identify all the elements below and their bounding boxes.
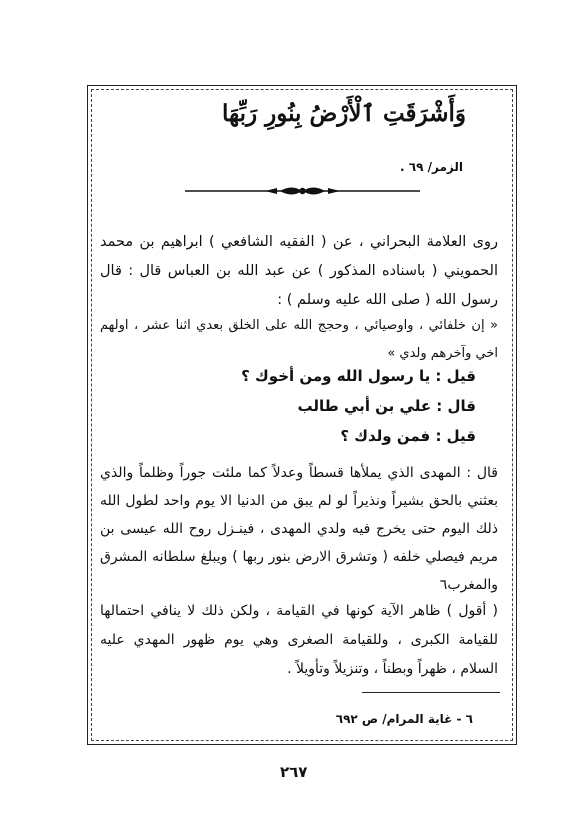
- footnote-separator: [362, 692, 500, 693]
- decorative-divider: [185, 182, 420, 200]
- paragraph-narration: روى العلامة البحراني ، عن ( الفقيه الشافعي ) ابراهيم بن محمد الحمويني ( باسناده المذكور ) عن عبد الله بن العباس قال : قال رسول الله ( صلى الله عليه وسلم ) :: [100, 234, 498, 308]
- dialogue-line-question-1: قيل : يا رسول الله ومن أخوك ؟: [241, 367, 476, 385]
- footnote: ٦ - غاية المرام/ ص ٦٩٢: [335, 712, 473, 726]
- paragraph-answer-mahdi: قال : المهدى الذي يملأها قسطاً وعدلاً كما ملئت جوراً وظلماً والذي بعثني بالحق بشيراً ونذيراً لو لم يبق من الدنيا الا يوم واحد لطول الله ذلك اليوم حتى يخرج فيه ولدي المهدى ، فينـزل روح الله عيسى بن مريم فيصلي خلفه ( وتشرق الارض بنور ربها ) ويبلغ سلطانه المشرق والمغرب٦: [100, 465, 498, 593]
- quran-verse-heading: وَأَشْرَقَتِ ٱلْأَرْضُ بِنُورِ رَبِّهَا: [221, 100, 466, 127]
- verse-reference: الزمر/ ٦٩ .: [400, 160, 463, 174]
- paragraph-hadith-quote: « إن خلفائي ، واوصيائي ، وحجج الله على الخلق بعدي اثنا عشر ، اولهم اخي وآخرهم ولدي »: [100, 318, 498, 361]
- paragraph-commentary: ( أقول ) ظاهر الآية كونها في القيامة ، ولكن ذلك لا ينافي احتمالها للقيامة الكبرى ، وللقيامة الصغرى وهي يوم ظهور المهدي عليه السلام ، ظهراً وبطناً ، وتنزيلاً وتأويلاً .: [100, 603, 498, 677]
- dialogue-line-answer-1: قال : علي بن أبي طالب: [297, 397, 476, 415]
- page-number: ٢٦٧: [280, 763, 308, 781]
- dialogue-line-question-2: قيل : فمن ولدك ؟: [340, 427, 476, 445]
